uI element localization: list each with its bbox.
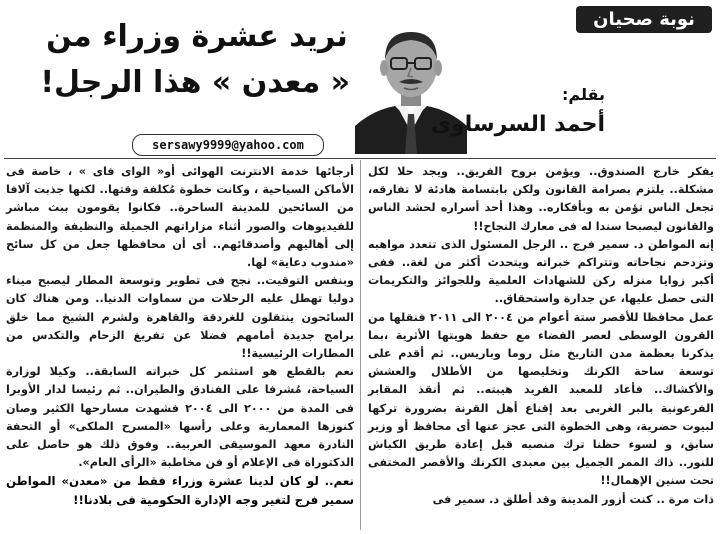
headline-line-1: نريد عشرة وزراء من — [46, 19, 348, 54]
paragraph: ذات مرة .. كنت أزور المدينة وقد أطلق د. سمير فى — [432, 492, 714, 506]
article-column-right — [368, 163, 714, 509]
headline-line-2: « معدن » هذا الرجل! — [40, 65, 350, 100]
paragraph: عمل محافظا للأقصر ستة أعوام من ٢٠٠٤ الى ٢٠١١ فنقلها من القرون الوسطى لعصر الفضاء مع حفظ هويتها الأثرية ،بما يذكرنا بعظمة مدن التاريخ مثل روما وباريس.. ثم أقدم على توسعة ساحة الكرنك وتخليصها من الأطلال والعشش والأكشاك.. فأعاد للمعبد الفريد هيبته.. ثم أنقذ المقابر الفرعونية بالبر الغربى بعد إقناع أهل القرنة بضرورة تركها لبيوت حضرية، وهى الخطوة التى عجز عنها أى محافظ أو وزير سابق، و لسوء حظنا ترك منصبه قبل إعادة طريق الكباش للنور.. ذاك الممر الجميل بين معبدى الكرنك والأقصر المختفى تحت سنين الإهمال!! — [368, 310, 714, 488]
article-column-left — [6, 163, 354, 509]
section-badge: نوبة صحيان — [576, 6, 712, 33]
author-name: أحمد السرساوى — [430, 112, 605, 137]
headline — [40, 14, 350, 106]
byline-label: بقلم: — [562, 85, 605, 104]
author-email[interactable]: sersawy9999@yahoo.com — [132, 134, 324, 156]
header-divider — [4, 158, 716, 159]
paragraph: إنه المواطن د. سمير فرج .. الرجل المسئول الذى تتعدد مواهبه وتزدحم نجاحاته وتتراكم خبراته ويتحدث أكثر من لغة.. ففى أكبر زوايا منزله ركن للشهادات العلمية وللجوائز والتكريمات التى حصل عليها، عن جدارة واستحقاق.. — [368, 237, 714, 306]
paragraph: نعم بالقطع هو استثمر كل خبراته السابقة.. وكيلا لوزارة السياحة، مُشرفا على الفنادق والطيران.. ثم رئيسا لدار الأوبرا فى المدة من ٢٠٠٠ الى ٢٠٠٤ فشهدت مسارحها الكثير وصان كنوزها المعمارية وعلى رأسها «المسرح الملكى» أو التحفة النادرة معهد الموسيقى العربية.. وفوق ذلك هو حاصل على الدكتوراة فى الإعلام أو فن مخاطبة «الرأى العام». — [6, 365, 354, 470]
paragraph: وبنفس التوقيت.. نجح فى تطوير وتوسعة المطار ليصبح ميناء دوليا تهطل عليه الرحلات من سماوات الدنيا.. ومن هناك كان السائحون ينتقلون للغردقة والقاهرة ولشرم الشيخ مما خلق برامج جديدة أمامهم فضلا عن تفريغ الزحام والتكدس من المطارات الرئيسية!! — [6, 274, 354, 361]
closing-paragraph: نعم.. لو كان لدينا عشرة وزراء فقط من «معدن» المواطن سمير فرج لتغير وجه الإدارة الحكومية فى بلادنا!! — [6, 474, 354, 507]
paragraph: أرجائها خدمة الانترنت الهوائى أو« الواى فاى » ، خاصة فى الأماكن السياحية ، وكانت خطوة مُكلفة وقتها.. لكنها جذبت آلافا من السائحين للمدينة الساحرة.. فكانوا يقومون ببث مباشر للفيديوهات والصور أثناء مزاراتهم الجميلة والنظيفة والمنظمة إلى أهاليهم وأصدقائهم.. أى أن محافظها جعل من كل سائح «مندوب دعاية» لها. — [6, 165, 354, 270]
paragraph: يفكر خارج الصندوق.. ويؤمن بروح الفريق.. ويجد حلا لكل مشكلة.. يلتزم بصرامة القانون ولكن بابتسامة هادئة لا تفارقه، تجعل الناس تؤمن به وبأفكاره.. وهذا أحد أسراره لحشد الناس والقانون ليصبحا سندا له فى معارك النجاح!! — [368, 165, 714, 233]
column-divider — [360, 160, 361, 530]
